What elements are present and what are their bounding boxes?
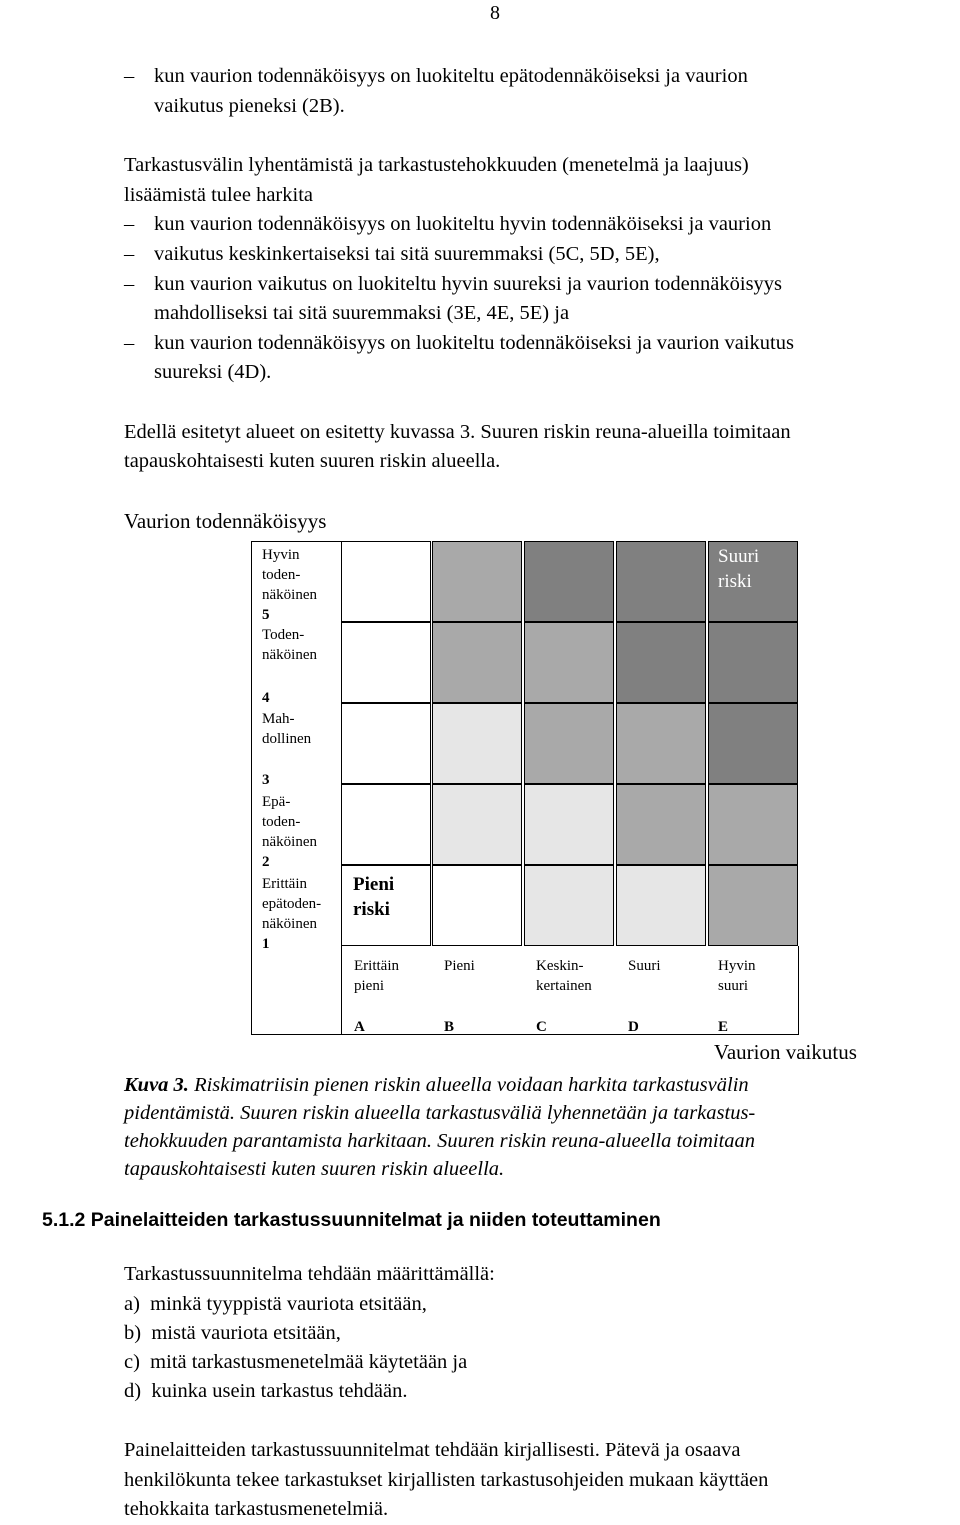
- y-label-2: Epä- toden- näköinen 2: [262, 794, 317, 870]
- list-item-text: b) mistä vauriota etsitään,: [124, 1322, 341, 1344]
- cell-1e: [708, 865, 798, 946]
- cell-4c: [524, 622, 614, 703]
- paragraph-line: Tarkastussuunnitelma tehdään määrittämällä:: [124, 1263, 495, 1285]
- small-risk-label: Pieni riski: [353, 874, 395, 920]
- dash-bullet: –: [124, 332, 135, 354]
- paragraph-line: tapauskohtaisesti kuten suuren riskin alueella.: [124, 450, 501, 472]
- cell-1c: [524, 865, 614, 946]
- y-label-1: Erittäin epätoden- näköinen 1: [262, 876, 322, 952]
- dash-bullet: –: [124, 273, 135, 295]
- x-label-a: Erittäin pieni: [354, 958, 399, 994]
- cell-5b: [432, 541, 522, 622]
- dash-bullet: –: [124, 65, 135, 87]
- figure-caption-line: tehokkuuden parantamista harkitaan. Suuren riskin reuna-alueella toimitaan: [124, 1130, 756, 1152]
- figure-caption-line: tapauskohtaisesti kuten suuren riskin alueella.: [124, 1158, 505, 1180]
- x-label-d: Suuri: [628, 958, 661, 974]
- x-letter-c: C: [536, 1019, 547, 1035]
- list-item-text: vaikutus pieneksi (2B).: [154, 95, 345, 117]
- x-label-e: Hyvin suuri: [718, 958, 756, 994]
- list-item-text: mahdolliseksi tai sitä suuremmaksi (3E, 4E, 5E) ja: [154, 302, 570, 324]
- cell-1b: [432, 865, 522, 946]
- list-item-text: a) minkä tyyppistä vauriota etsitään,: [124, 1293, 427, 1315]
- list-item-text: d) kuinka usein tarkastus tehdään.: [124, 1380, 408, 1402]
- cell-2c: [524, 784, 614, 865]
- matrix-x-title: Vaurion vaikutus: [714, 1040, 857, 1064]
- figure-caption-line: pidentämistä. Suuren riskin alueella tarkastusväliä lyhennetään ja tarkastus-: [124, 1102, 756, 1124]
- paragraph-line: Painelaitteiden tarkastussuunnitelmat tehdään kirjallisesti. Pätevä ja osaava: [124, 1439, 741, 1461]
- x-letter-b: B: [444, 1019, 455, 1035]
- x-label-b: Pieni: [444, 958, 475, 974]
- cell-2e: [708, 784, 798, 865]
- list-item-text: kun vaurion todennäköisyys on luokiteltu epätodennäköiseksi ja vaurion: [154, 65, 748, 87]
- cell-2d: [616, 784, 706, 865]
- cell-5a: [341, 541, 431, 622]
- page-number: 8: [490, 2, 500, 24]
- paragraph-line: henkilökunta tekee tarkastukset kirjallisten tarkastusohjeiden mukaan käyttäen: [124, 1469, 769, 1491]
- list-item-text: vaikutus keskinkertaiseksi tai sitä suuremmaksi (5C, 5D, 5E),: [154, 243, 660, 265]
- cell-4e: [708, 622, 798, 703]
- y-label-4-number: 4: [262, 690, 270, 706]
- cell-3d: [616, 703, 706, 784]
- x-letter-a: A: [354, 1019, 365, 1035]
- cell-2b: [432, 784, 522, 865]
- cell-3b: [432, 703, 522, 784]
- x-letter-e: E: [718, 1019, 729, 1035]
- dash-bullet: –: [124, 213, 135, 235]
- cell-4a: [341, 622, 431, 703]
- x-letter-d: D: [628, 1019, 639, 1035]
- list-item-text: suureksi (4D).: [154, 361, 272, 383]
- cell-4b: [432, 622, 522, 703]
- list-item-text: kun vaurion todennäköisyys on luokiteltu hyvin todennäköiseksi ja vaurion: [154, 213, 772, 235]
- paragraph-line: lisäämistä tulee harkita: [124, 184, 313, 206]
- cell-2a: [341, 784, 431, 865]
- y-label-3-number: 3: [262, 772, 270, 788]
- y-label-5: Hyvin toden- näköinen 5 Toden- näköinen: [262, 547, 317, 663]
- dash-bullet: –: [124, 243, 135, 265]
- cell-3e: [708, 703, 798, 784]
- y-label-3: Mah- dollinen: [262, 711, 312, 747]
- cell-3c: [524, 703, 614, 784]
- section-heading: 5.1.2 Painelaitteiden tarkastussuunnitelmat ja niiden toteuttaminen: [42, 1209, 661, 1231]
- figure-caption: Kuva 3. Riskimatriisin pienen riskin alueella voidaan harkita tarkastusvälin: [124, 1074, 749, 1096]
- cell-5d: [616, 541, 706, 622]
- x-label-c: Keskin- kertainen: [536, 958, 592, 994]
- cell-3a: [341, 703, 431, 784]
- list-item-text: kun vaurion vaikutus on luokiteltu hyvin suureksi ja vaurion todennäköisyys: [154, 273, 783, 295]
- cell-1d: [616, 865, 706, 946]
- cell-4d: [616, 622, 706, 703]
- big-risk-label: Suuri riski: [718, 546, 760, 592]
- paragraph-line: Edellä esitetyt alueet on esitetty kuvassa 3. Suuren riskin reuna-alueilla toimitaan: [124, 421, 791, 443]
- matrix-y-title: Vaurion todennäköisyys: [124, 509, 327, 533]
- list-item-text: kun vaurion todennäköisyys on luokiteltu todennäköiseksi ja vaurion vaikutus: [154, 332, 794, 354]
- paragraph-line: tehokkaita tarkastusmenetelmiä.: [124, 1498, 389, 1520]
- paragraph-line: Tarkastusvälin lyhentämistä ja tarkastustehokkuuden (menetelmä ja laajuus): [124, 154, 749, 176]
- list-item-text: c) mitä tarkastusmenetelmää käytetään ja: [124, 1351, 468, 1373]
- cell-5c: [524, 541, 614, 622]
